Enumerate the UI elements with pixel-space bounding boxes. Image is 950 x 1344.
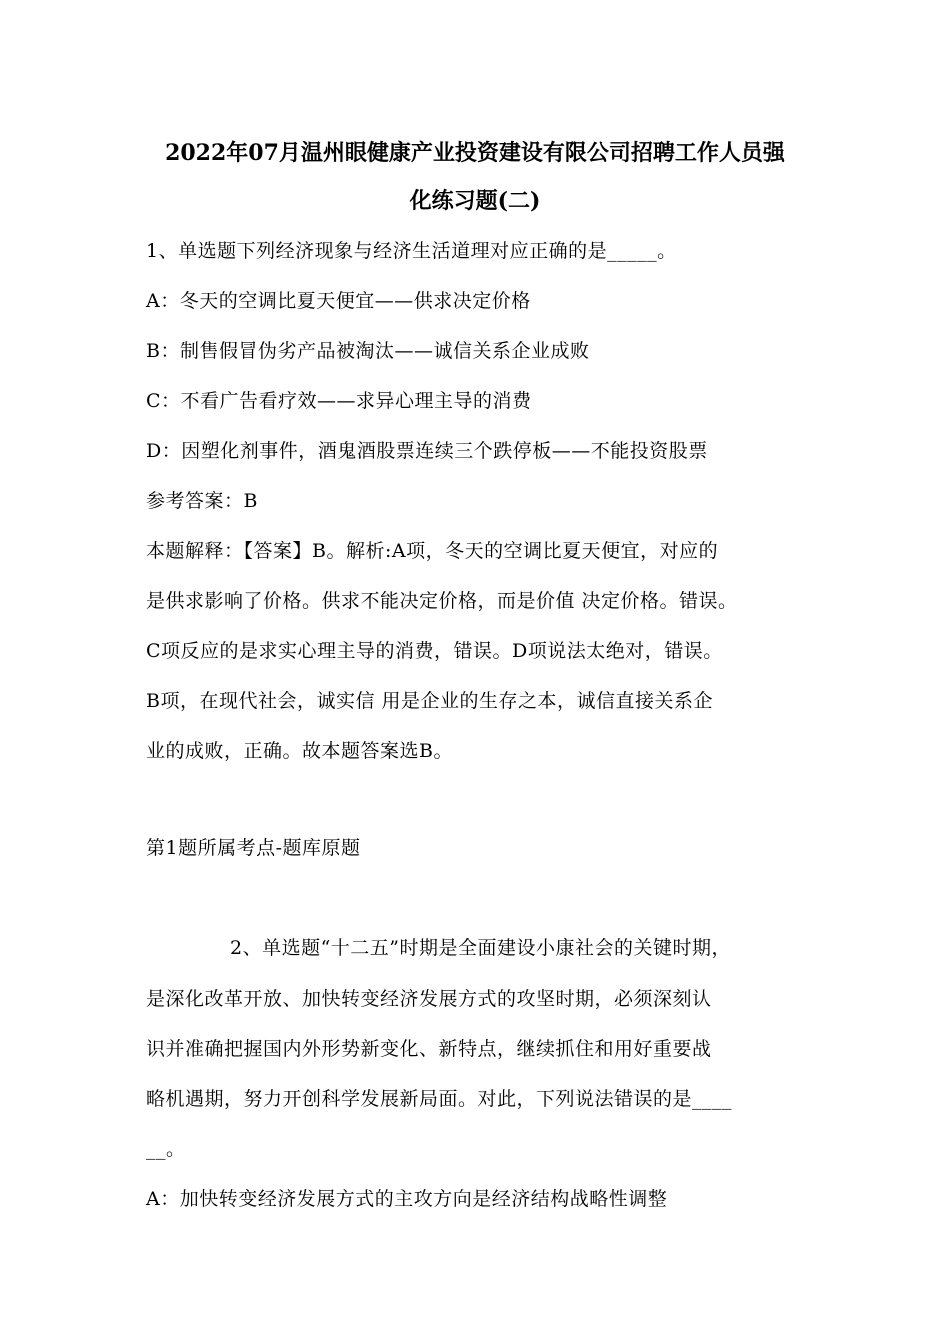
document-title-line-2: 化练习题(二) — [409, 188, 541, 214]
question-1-option-c: C：不看广告看疗效——求异心理主导的消费 — [146, 390, 532, 412]
question-2-stem-line: 略机遇期，努力开创科学发展新局面。对此，下列说法错误的是____ — [146, 1088, 733, 1110]
question-1-source: 第1题所属考点-题库原题 — [146, 837, 361, 859]
question-1-explanation-line: C项反应的是求实心理主导的消费，错误。D项说法太绝对，错误。 — [146, 640, 723, 662]
question-2-option-a: A：加快转变经济发展方式的主攻方向是经济结构战略性调整 — [146, 1188, 668, 1210]
question-1-explanation-line: B项，在现代社会，诚实信 用是企业的生存之本，诚信直接关系企 — [146, 690, 714, 712]
question-1-answer: 参考答案：B — [146, 490, 258, 512]
question-1-stem: 1、单选题下列经济现象与经济生活道理对应正确的是_____。 — [146, 240, 677, 262]
question-2-stem-line: 识并准确把握国内外形势新变化、新特点，继续抓住和用好重要战 — [146, 1038, 712, 1060]
question-1-option-a: A：冬天的空调比夏天便宜——供求决定价格 — [146, 290, 531, 312]
question-2-stem-line: 2、单选题“十二五”时期是全面建设小康社会的关键时期， — [230, 937, 732, 959]
question-1-option-d: D：因塑化剂事件，酒鬼酒股票连续三个跌停板——不能投资股票 — [146, 440, 708, 462]
question-1-explanation-line: 是供求影响了价格。供求不能决定价格，而是价值 决定价格。错误。 — [146, 590, 738, 612]
question-1-explanation-line: 业的成败，正确。故本题答案选B。 — [146, 740, 453, 762]
question-2-stem-line: 是深化改革开放、加快转变经济发展方式的攻坚时期，必须深刻认 — [146, 988, 712, 1010]
document-title-line-1: 2022年07月温州眼健康产业投资建设有限公司招聘工作人员强 — [165, 140, 785, 166]
question-2-stem-line: __。 — [146, 1138, 186, 1160]
question-1-option-b: B：制售假冒伪劣产品被淘汰——诚信关系企业成败 — [146, 340, 590, 362]
question-1-explanation-line: 本题解释：【答案】B。解析:A项，冬天的空调比夏天便宜，对应的 — [146, 540, 719, 562]
